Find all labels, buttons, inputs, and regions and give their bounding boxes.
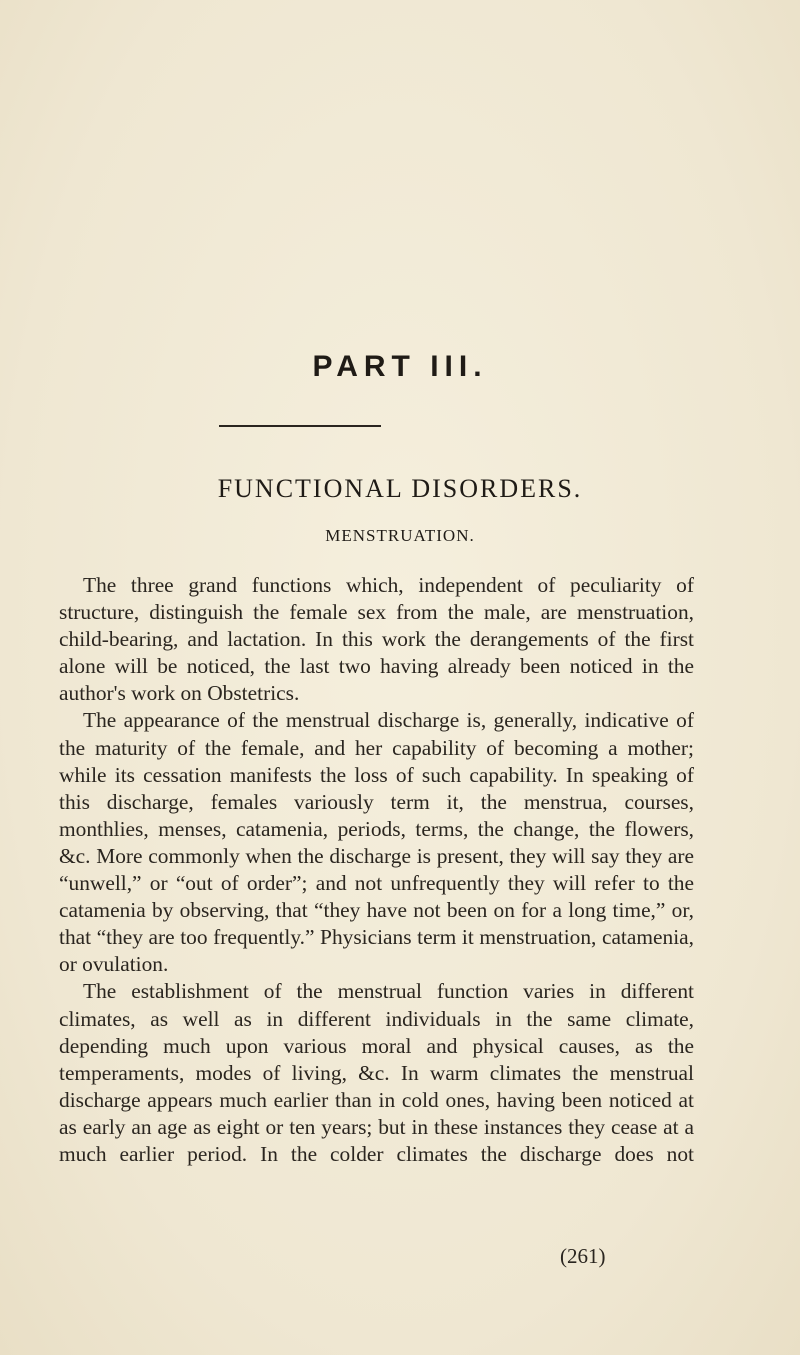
paragraph-3: The establishment of the menstrual function varies in different climates, as well as in different individuals in the same climate, depending much upon various moral and physical causes, as the temperaments, modes of living, &c. In warm climates the menstrual discharge appears much earlier than in cold ones, having been noticed at as early an age as eight or ten years; but in these instances they cease at a much earlier period. In the colder climates the discharge does not — [59, 979, 694, 1166]
sub-heading: MENSTRUATION. — [325, 526, 475, 545]
body-text — [59, 572, 694, 1168]
paragraph-1: The three grand functions which, independent of peculiarity of structure, distinguish the female sex from the male, are menstruation, child-bearing, and lactation. In this work the derangements of the first alone will be noticed, the last two having already been noticed in the author's work on Obstetrics. — [59, 573, 694, 706]
section-heading: FUNCTIONAL DISORDERS. — [217, 474, 583, 503]
heading-rule — [219, 425, 381, 427]
page-number: (261) — [560, 1244, 606, 1268]
part-heading: PART III. — [312, 350, 488, 383]
paragraph-2: The appearance of the menstrual discharge is, generally, indicative of the maturity of the female, and her capability of becoming a mother; while its cessation manifests the loss of such capability. In speaking of this discharge, females variously term it, the menstrua, courses, monthlies, menses, catamenia, periods, terms, the change, the flowers, &c. More commonly when the discharge is present, they will say they are “unwell,” or “out of order”; and not unfrequently they will refer to the catamenia by observing, that “they have not been on for a long time,” or, that “they are too frequently.” Physicians term it menstruation, catamenia, or ovulation. — [59, 708, 694, 977]
